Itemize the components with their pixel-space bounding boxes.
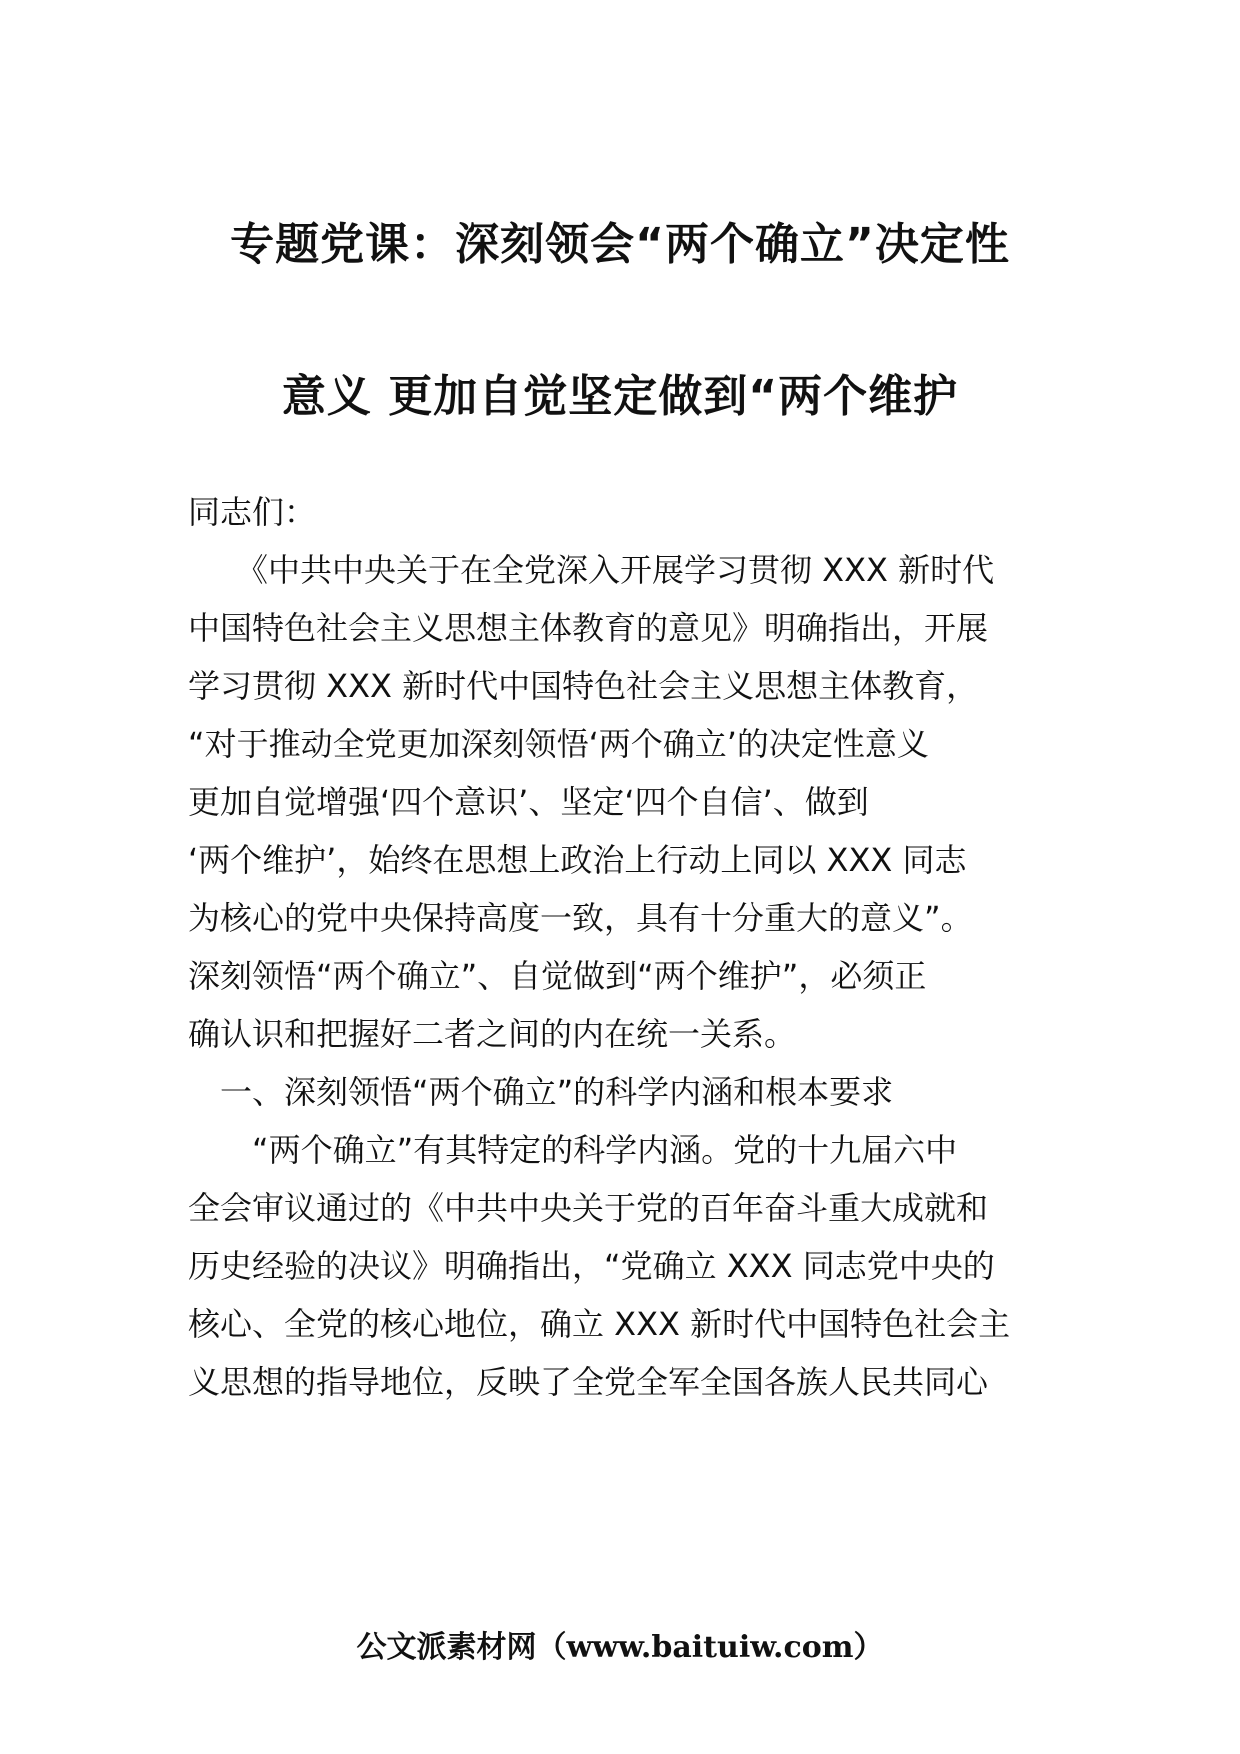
footer-watermark-text: 公文派素材网（www.baituiw.com） — [356, 1630, 884, 1665]
body-line: 《中共中央关于在全党深入开展学习贯彻 XXX 新时代 — [188, 551, 995, 589]
body-line: 中国特色社会主义思想主体教育的意见》明确指出，开展 — [188, 609, 989, 647]
body-line: 全会审议通过的《中共中央关于党的百年奋斗重大成就和 — [188, 1189, 989, 1227]
document-title-line-1: 专题党课：深刻领会“两个确立”决定性 — [230, 219, 1010, 270]
body-line: 为核心的党中央保持高度一致，具有十分重大的意义”。 — [188, 899, 973, 937]
body-line: 义思想的指导地位，反映了全党全军全国各族人民共同心 — [188, 1363, 989, 1401]
body-line: 更加自觉增强‘四个意识’、坚定‘四个自信’、做到 — [188, 783, 869, 821]
body-line: “两个确立”有其特定的科学内涵。党的十九届六中 — [188, 1131, 958, 1169]
body-line: 学习贯彻 XXX 新时代中国特色社会主义思想主体教育， — [188, 667, 979, 705]
section-heading: 一、深刻领悟“两个确立”的科学内涵和根本要求 — [188, 1073, 894, 1111]
body-line: 核心、全党的核心地位，确立 XXX 新时代中国特色社会主 — [188, 1305, 1011, 1343]
body-line: ‘两个维护’，始终在思想上政治上行动上同以 XXX 同志 — [188, 841, 967, 879]
body-line: “对于推动全党更加深刻领悟‘两个确立’的决定性意义 — [188, 725, 929, 763]
body-line: 确认识和把握好二者之间的内在统一关系。 — [188, 1015, 797, 1053]
body-line: 历史经验的决议》明确指出，“党确立 XXX 同志党中央的 — [188, 1247, 995, 1285]
body-line: 深刻领悟“两个确立”、自觉做到“两个维护”，必须正 — [188, 957, 927, 995]
salutation: 同志们： — [188, 493, 317, 531]
document-title-line-2: 意义 更加自觉坚定做到“两个维护 — [281, 371, 959, 422]
